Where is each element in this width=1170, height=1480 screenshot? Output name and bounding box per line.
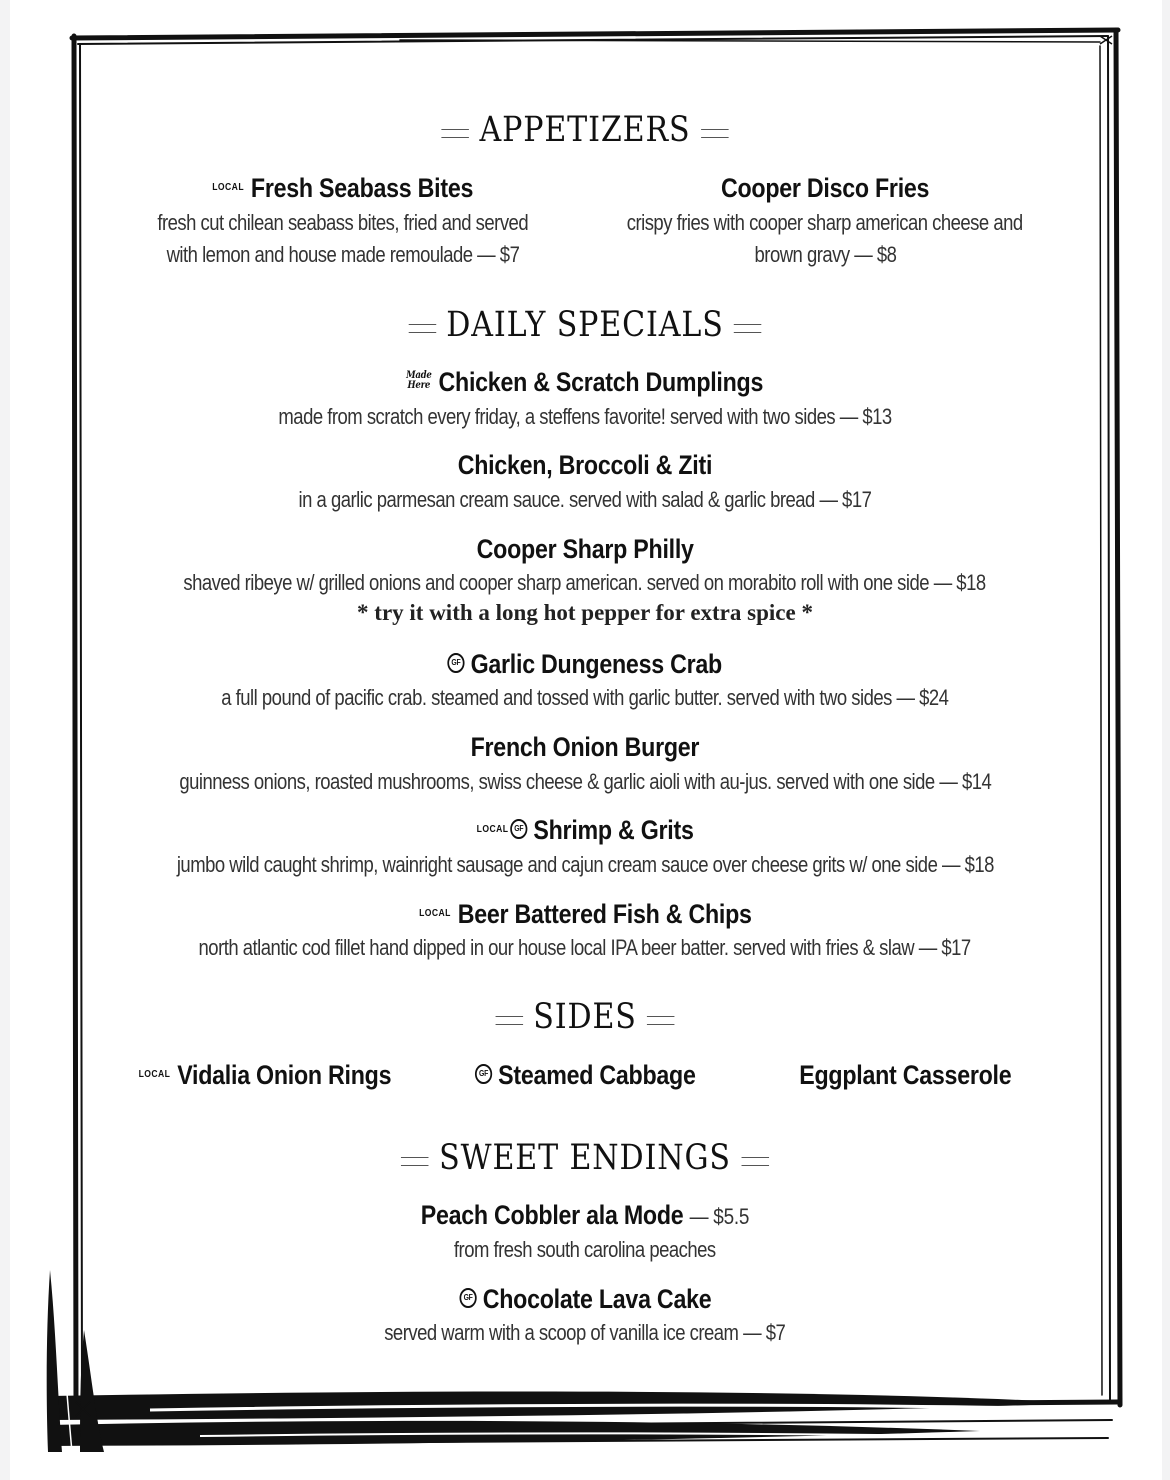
gluten-free-badge-icon: GF bbox=[475, 1064, 492, 1084]
dessert-name-chocolate-lava-cake: GF Chocolate Lava Cake bbox=[0, 1284, 1170, 1315]
section-heading-daily-specials: DAILY SPECIALS bbox=[82, 305, 1088, 345]
special-desc-fish-chips: north atlantic cod fillet hand dipped in our house local IPA beer batter. served with fries & slaw — $17 bbox=[198, 935, 972, 960]
appetizer-desc-seabass: fresh cut chilean seabass bites, fried and served bbox=[157, 210, 528, 235]
section-heading-sides: SIDES bbox=[82, 997, 1088, 1037]
appetizer-name-cooper-disco-fries: Cooper Disco Fries bbox=[720, 173, 930, 203]
special-name-french-onion-burger: French Onion Burger bbox=[470, 732, 700, 762]
local-badge-icon: LOCAL bbox=[476, 824, 509, 836]
side-eggplant-casserole: Eggplant Casserole bbox=[798, 1060, 1012, 1090]
special-name-chicken-broccoli-ziti: Chicken, Broccoli & Ziti bbox=[457, 450, 713, 480]
side-steamed-cabbage: GF Steamed Cabbage bbox=[440, 1060, 730, 1091]
section-heading-sweet-endings: SWEET ENDINGS bbox=[82, 1138, 1088, 1178]
side-vidalia-onion-rings: LOCAL Vidalia Onion Rings bbox=[138, 1060, 392, 1090]
appetizer-desc-disco-fries: crispy fries with cooper sharp american cheese and bbox=[627, 210, 1023, 235]
special-desc-chicken-broccoli-ziti: in a garlic parmesan cream sauce. served with salad & garlic bread — $17 bbox=[298, 487, 872, 512]
special-desc-shrimp-grits: jumbo wild caught shrimp, wainright sausage and cajun cream sauce over cheese grits w/ one side — $18 bbox=[176, 852, 994, 877]
appetizer-name-fresh-seabass-bites bbox=[150, 173, 535, 204]
special-desc-french-onion-burger: guinness onions, roasted mushrooms, swiss cheese & garlic aioli with au-jus. served with one side — $14 bbox=[179, 769, 991, 794]
special-name-cooper-sharp-philly: Cooper Sharp Philly bbox=[476, 534, 694, 564]
local-badge-icon: LOCAL bbox=[138, 1069, 171, 1081]
special-desc-garlic-dungeness-crab: a full pound of pacific crab. steamed and tossed with garlic butter. served with two sides — $24 bbox=[221, 685, 949, 710]
dessert-price-peach-cobbler: — $5.5 bbox=[689, 1204, 750, 1229]
gluten-free-badge-icon: GF bbox=[510, 819, 527, 839]
special-name-chicken-dumplings: Made Here Chicken & Scratch Dumplings bbox=[406, 367, 764, 397]
special-name-garlic-dungeness-crab: GF Garlic Dungeness Crab bbox=[0, 649, 1170, 680]
special-note-long-hot-pepper: * try it with a long hot pepper for extra spice * bbox=[357, 600, 813, 625]
special-desc-cooper-sharp-philly: shaved ribeye w/ grilled onions and cooper sharp american. served on morabito roll with one side — $18 bbox=[183, 570, 987, 595]
special-name-fish-chips: LOCAL Beer Battered Fish & Chips bbox=[418, 899, 752, 929]
appetizer-desc-disco-fries-line2: brown gravy — $8 bbox=[754, 242, 896, 267]
made-here-badge-icon: Made Here bbox=[406, 369, 433, 391]
appetizer-desc-seabass-line2: with lemon and house made remoulade — $7 bbox=[166, 242, 519, 267]
dessert-name-peach-cobbler: Peach Cobbler ala Mode — $5.5 bbox=[420, 1200, 750, 1230]
dessert-desc-peach-cobbler: from fresh south carolina peaches bbox=[454, 1237, 716, 1262]
special-desc-chicken-dumplings: made from scratch every friday, a steffens favorite! served with two sides — $13 bbox=[278, 404, 892, 429]
dessert-desc-chocolate-lava-cake: served warm with a scoop of vanilla ice cream — $7 bbox=[384, 1320, 786, 1345]
gluten-free-badge-icon: GF bbox=[459, 1288, 476, 1308]
heading-rule-right bbox=[701, 129, 729, 138]
heading-text: APPETIZERS bbox=[479, 110, 691, 150]
section-heading-appetizers bbox=[82, 110, 1088, 150]
local-badge-icon: LOCAL bbox=[418, 908, 451, 920]
heading-rule-left bbox=[442, 129, 470, 138]
gluten-free-badge-icon: GF bbox=[448, 653, 465, 673]
special-name-shrimp-grits: LOCAL GF Shrimp & Grits bbox=[476, 815, 694, 845]
item-title: Fresh Seabass Bites bbox=[250, 173, 473, 203]
local-badge-icon: LOCAL bbox=[212, 182, 244, 194]
